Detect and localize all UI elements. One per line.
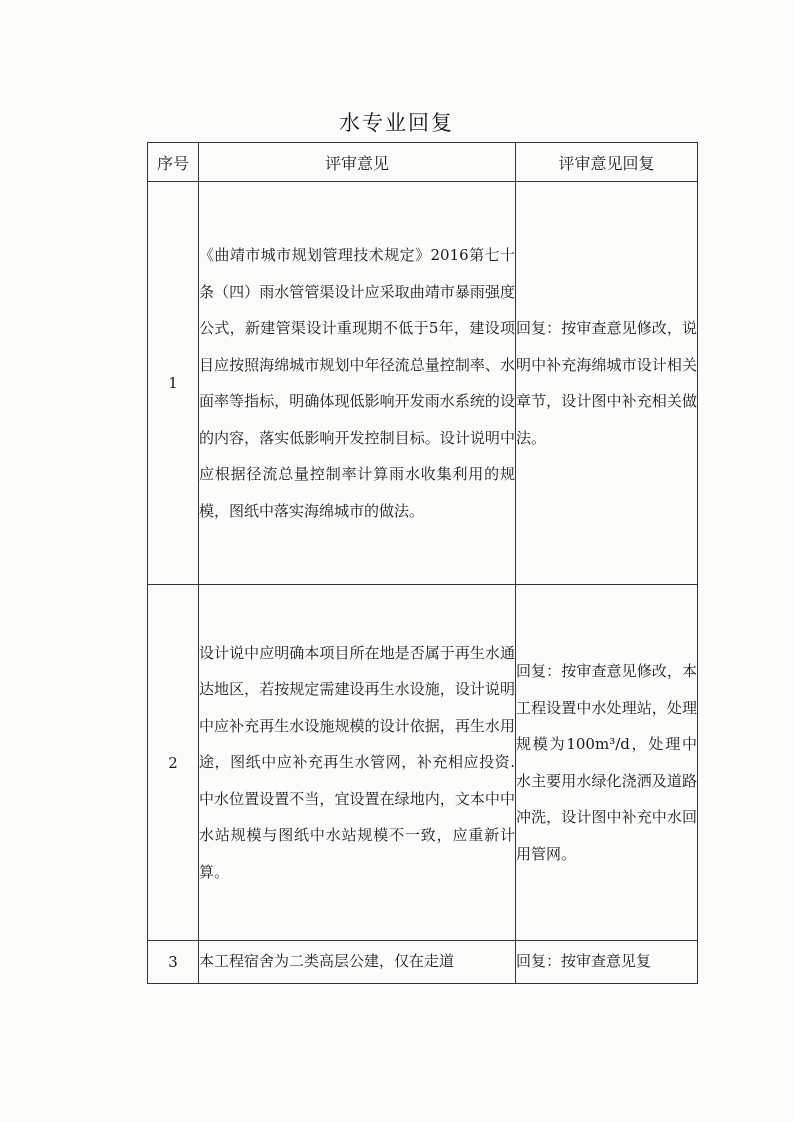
row-number: 2 <box>148 585 199 941</box>
table-row <box>148 585 698 941</box>
review-opinion-cell <box>199 182 516 585</box>
header-serial-number: 序号 <box>148 143 199 182</box>
review-opinion-text: 《曲靖市城市规划管理技术规定》2016第七十条（四）雨水管管渠设计应采取曲靖市暴雨强度公式，新建管渠设计重现期不低于5年，建设项目应按照海绵城市规划中年径流总量控制率、水面率等指标，明确体现低影响开发雨水系统的设的内容，落实低影响开发控制目标。设计说明中应根据径流总量控制率计算雨水收集利用的规模，图纸中落实海绵城市的做法。 <box>199 246 515 520</box>
table-row <box>148 182 698 585</box>
reply-cell <box>516 585 698 941</box>
row-number: 3 <box>148 941 199 984</box>
table-row <box>148 941 698 984</box>
review-opinion-text: 本工程宿舍为二类高层公建，仅在走道 <box>199 952 455 970</box>
review-opinion-text: 设计说中应明确本项目所在地是否属于再生水通达地区，若按规定需建设再生水设施，设计说明中应补充再生水设施规模的设计依据，再生水用途，图纸中应补充再生水管网，补充相应投资.中水位置设置不当，宜设置在绿地内，文本中中水站规模与图纸中水站规模不一致，应重新计算。 <box>199 643 515 881</box>
reply-text: 回复：按审查意见修改，说明中补充海绵城市设计相关章节，设计图中补充相关做法。 <box>516 319 697 447</box>
table-header-row <box>148 143 698 182</box>
reply-text: 回复：按审查意见复 <box>516 952 652 970</box>
reply-text: 回复：按审查意见修改，本工程设置中水处理站，处理规模为100m³/d，处理中水主要用水绿化浇洒及道路冲洗，设计图中补充中水回用管网。 <box>516 662 697 863</box>
review-table <box>147 142 698 984</box>
review-opinion-cell <box>199 941 516 984</box>
document-title: 水专业回复 <box>339 111 454 135</box>
header-review-opinion: 评审意见 <box>199 143 516 182</box>
row-number: 1 <box>148 182 199 585</box>
reply-cell <box>516 182 698 585</box>
header-opinion-reply: 评审意见回复 <box>516 143 698 182</box>
review-opinion-cell <box>199 585 516 941</box>
reply-cell <box>516 941 698 984</box>
